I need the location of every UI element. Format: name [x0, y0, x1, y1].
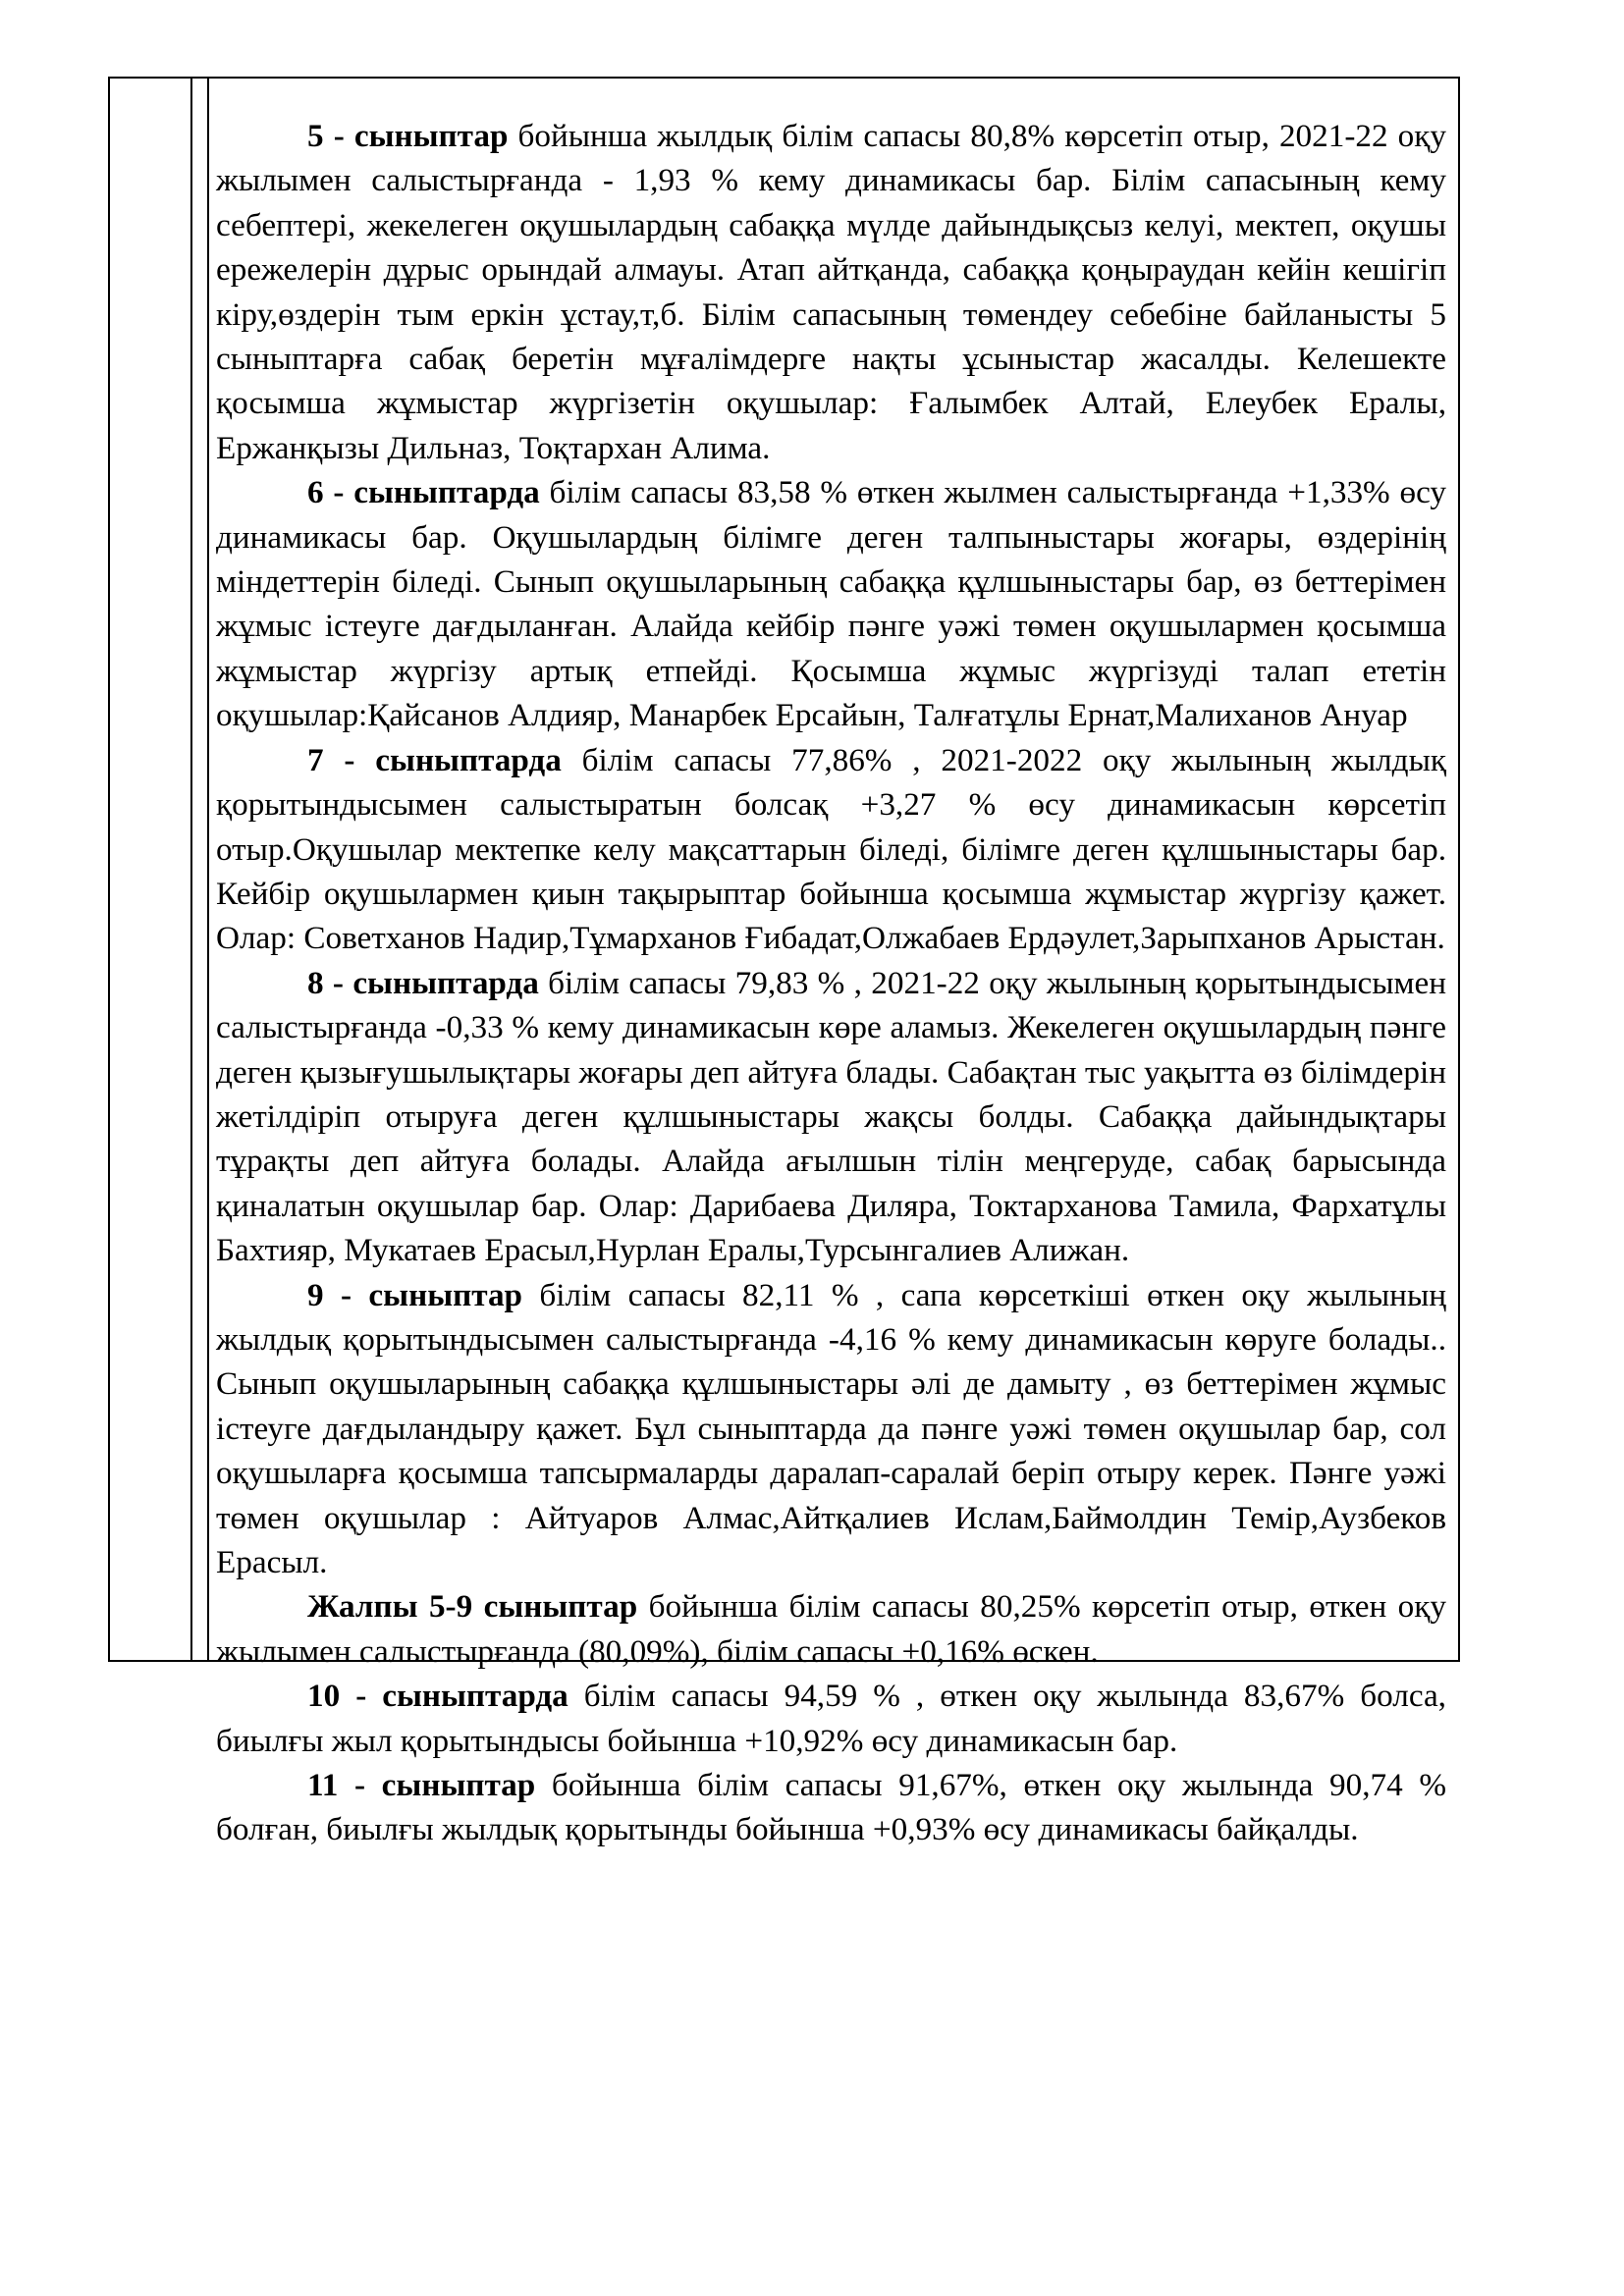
paragraph-grades-5-9-total [216, 1584, 1446, 1674]
document-table [108, 77, 1460, 1848]
table-column-divider [207, 79, 209, 1660]
paragraph-body: бойынша жылдық білім сапасы 80,8% көрсетіп отыр, 2021-22 оқу жылымен салыстырғанда - 1,93 % кему динамикасы бар. Білім сапасының кему себептері, жекелеген оқушылардың сабаққа мүлде дайындықсыз келуі, мектеп, оқушы ережелерін дұрыс орындай алмауы. Атап айтқанда, сабаққа қоңыраудан кейін кешігіп кіру,өздерін тым еркін ұстау,т,б. Білім сапасының төмендеу себебіне байланысты 5 сыныптарға сабақ беретін мұғалімдерге нақты ұсыныстар жасалды. Келешекте қосымша жұмыстар жүргізетін оқушылар: Ғалымбек Алтай, Елеубек Ералы, Ержанқызы Дильназ, Тоқтархан Алима. [216, 118, 1446, 466]
paragraph-grade-6 [216, 470, 1446, 737]
paragraph-body: білім сапасы 79,83 % , 2021-22 оқу жылының қорытындысымен салыстырғанда -0,33 % кему динамикасын көре аламыз. Жекелеген оқушылардың пәнге деген қызығушылықтары жоғары деп айтуға блады. Сабақтан тыс уақытта өз білімдерін жетілдіріп отыруға деген құлшыныстары жақсы болды. Сабаққа дайындықтары тұрақты деп айтуға болады. Алайда ағылшын тілін меңгеруде, сабақ барысында қиналатын оқушылар бар. Олар: Дарибаева Диляра, Токтарханова Тамила, Фархатұлы Бахтияр, Мукатаев Ерасыл,Нурлан Ералы,Турсынгалиев Алижан. [216, 964, 1447, 1269]
paragraph-lead: Жалпы 5-9 сыныптар [307, 1588, 638, 1626]
report-text-cell [216, 114, 1446, 1852]
paragraph-grade-8 [216, 961, 1446, 1273]
paragraph-lead: 11 - сыныптар [307, 1767, 536, 1804]
paragraph-body: бойынша білім сапасы 80,25% көрсетіп отыр, өткен оқу жылымен салыстырғанда (80,09%), білім сапасы +0,16% өскен. [216, 1588, 1446, 1670]
paragraph-lead: 10 - сыныптарда [307, 1678, 568, 1715]
paragraph-lead: 7 - сыныптарда [307, 741, 562, 778]
table-column-divider [190, 79, 192, 1660]
paragraph-lead: 8 - сыныптарда [307, 964, 539, 1001]
paragraph-lead: 9 - сыныптар [307, 1276, 522, 1313]
paragraph-body: білім сапасы 82,11 % , сапа көрсеткіші өткен оқу жылының жылдық қорытындысымен салыстырғанда -4,16 % кему динамикасын көруге болады.. Сынып оқушыларының сабаққа құлшыныстары әлі де дамыту , өз беттерімен жұмыс істеуге дағдыландыру қажет. Бұл сыныптарда да пәнге уәжі төмен оқушылар бар, сол оқушыларға қосымша тапсырмаларды даралап-саралай беріп отыру керек. Пәнге уәжі төмен оқушылар : Айтуаров Алмас,Айтқалиев Ислам,Баймолдин Темір,Аузбеков Ерасыл. [216, 1276, 1446, 1580]
paragraph-body: бойынша білім сапасы 91,67%, өткен оқу жылында 90,74 % болған, биылғы жылдық қорытынды бойынша +0,93% өсу динамикасы байқалды. [216, 1767, 1447, 1848]
paragraph-body: білім сапасы 83,58 % өткен жылмен салыстырғанда +1,33% өсу динамикасы бар. Оқушылардың білімге деген талпыныстары жоғары, өздерінің міндеттерін біледі. Сынып оқушыларының сабаққа құлшыныстары бар, өз беттерімен жұмыс істеуге дағдыланған. Алайда кейбір пәнге уәжі төмен оқушылармен қосымша жұмыстар жүргізу артық етпейді. Қосымша жұмыс жүргізуді талап ететін оқушылар:Қайсанов Алдияр, Манарбек Ерсайын, Талғатұлы Ернат,Малиханов Ануар [216, 474, 1446, 734]
paragraph-lead: 6 - сыныптарда [307, 474, 540, 511]
paragraph-grade-9 [216, 1273, 1446, 1585]
paragraph-lead: 5 - сыныптар [307, 118, 509, 154]
paragraph-grade-10 [216, 1674, 1446, 1763]
paragraph-body: білім сапасы 77,86% , 2021-2022 оқу жылының жылдық қорытындысымен салыстыратын болсақ +3,27 % өсу динамикасын көрсетіп отыр.Оқушылар мектепке келу мақсаттарын біледі, білімге деген құлшыныстары бар. Кейбір оқушылармен қиын тақырыптар бойынша қосымша жұмыстар жүргізу қажет. Олар: Советханов Надир,Тұмарханов Ғибадат,Олжабаев Ердәулет,Зарыпханов Арыстан. [216, 741, 1446, 957]
paragraph-body: білім сапасы 94,59 % , өткен оқу жылында 83,67% болса, биылғы жыл қорытындысы бойынша +10,92% өсу динамикасын бар. [216, 1678, 1446, 1759]
paragraph-grade-5 [216, 114, 1446, 470]
paragraph-grade-7 [216, 738, 1446, 961]
paragraph-grade-11 [216, 1763, 1446, 1852]
